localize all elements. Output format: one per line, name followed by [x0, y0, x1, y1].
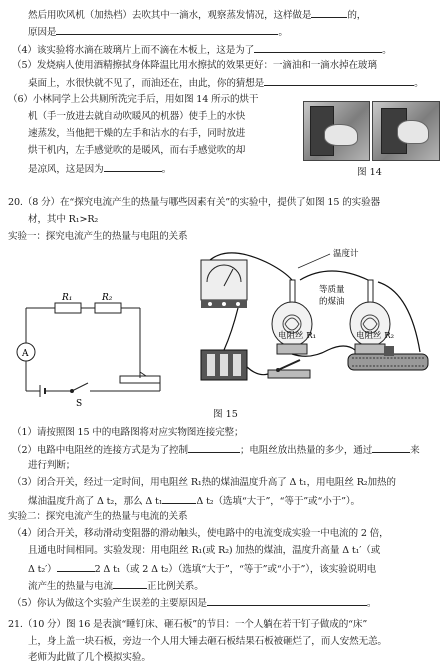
answer-blank[interactable]: [188, 443, 240, 453]
dryer-photo-left: [303, 101, 370, 161]
label-thermometer: 温度计: [333, 249, 359, 259]
battery-box: [201, 350, 247, 380]
sub-q4-cont-2: Δ t₂′） 2 Δ t₁（或 2 Δ t₂）（选填“大于”，“等于”或“小于”），该实验说明电: [28, 564, 377, 575]
label-r2: R₂: [102, 293, 113, 303]
label-oil-line-1: 等质量: [319, 285, 345, 295]
figure-15-caption: 图 15: [213, 409, 238, 420]
line-5: 桌面上，水很快就不见了，而油还在，由此，你的猜想是 。: [28, 78, 424, 89]
circuit-diagram: [17, 303, 160, 397]
q20-line-1: 20.（8 分）在“探究电流产生的热量与哪些因素有关”的实验中，提供了如图 15 的实验器: [8, 197, 380, 208]
sub-q4-cont-1: 且通电时间相同。实验发现：用电阻丝 R₁(或 R₂) 加热的煤油，温度升高量 Δ t₁′（或: [28, 545, 381, 556]
label-r1: R₁: [62, 293, 73, 303]
q21-line-2: 上，身上盖一块石板，旁边一个人用大锤去砸石板结果石板被砸烂了，而人安然无恙。: [28, 636, 387, 647]
q21-line-1: 21.（10 分）图 16 是表演“睡钉床、砸石板”的节目：一个人躺在若干钉子做成的“床”: [8, 619, 368, 630]
ammeter-device: [201, 260, 247, 308]
resistor-r2-symbol: [95, 303, 121, 313]
answer-blank[interactable]: [372, 443, 410, 453]
resistor-r1-symbol: [55, 303, 81, 313]
sub-q1: （1）请按照图 15 中的电路图将对应实物图连接完整；: [12, 427, 244, 438]
line-4: （5）发烧病人使用酒精擦拭身体降温比用水擦拭的效果更好：一滴油和一滴水掉在玻璃: [12, 60, 377, 71]
answer-blank[interactable]: [57, 562, 95, 572]
q6-line-5: 是凉风，这是因为 。: [28, 164, 172, 175]
dryer-photo-right: [372, 101, 440, 161]
answer-blank[interactable]: [264, 76, 414, 86]
q6-line-1: （6）小林同学上公共厕所洗完手后，用如图 14 所示的烘干: [8, 94, 259, 105]
line-1: 然后用吹风机（加热档）去吹其中一滴水，观察蒸发情况，这样做是 的，: [28, 10, 367, 21]
label-ammeter: A: [22, 349, 29, 359]
q6-line-4: 烘干机内，左手感觉吹的是暖风，而右手感觉吹的却: [28, 145, 246, 156]
sub-q3: （3）闭合开关，经过一定时间，用电阻丝 R₁热的煤油温度升高了 Δ t₁，用电阻丝 R₂加热的: [12, 477, 396, 488]
q6-line-3: 速蒸发，当他把干燥的左手和沾水的右手，同时放进: [28, 128, 246, 139]
answer-blank[interactable]: [104, 162, 162, 172]
experiment-1-title: 实验一：探究电流产生的热量与电阻的关系: [8, 231, 188, 242]
answer-blank[interactable]: [56, 25, 278, 35]
sub-q2: （2）电路中电阻丝的连接方式是为了控制 ；电阻丝放出热量的多少，通过 来: [12, 445, 420, 456]
line-3: （4）该实验将水滴在玻璃片上而不滴在木板上，这是为了 。: [12, 45, 392, 56]
sub-q4: （4）闭合开关，移动滑动变阻器的滑动触头，使电路中的电流变成实验一中电流的 2 倍，: [12, 528, 389, 539]
figure-14-caption: 图 14: [357, 167, 382, 178]
answer-blank[interactable]: [162, 494, 196, 504]
answer-blank[interactable]: [207, 596, 367, 606]
q6-line-2: 机（手一放进去就自动吹暖风的机器）使手上的水快: [28, 111, 246, 122]
sub-q5: （5）你认为做这个实验产生误差的主要原因是 。: [12, 598, 377, 609]
label-switch: S: [76, 399, 83, 409]
label-oil-line-2: 的煤油: [319, 297, 345, 307]
label-resistor-r1: 电阻丝 R₁: [278, 331, 317, 341]
answer-blank[interactable]: [311, 8, 347, 18]
answer-blank[interactable]: [113, 579, 147, 589]
switch-device: [268, 360, 310, 378]
sub-q4-cont-3: 流产生的热量与电流 正比例关系。: [28, 581, 204, 592]
q21-line-3: 老师为此做了几个模拟实验。: [28, 652, 151, 663]
sub-q2-cont: 进行判断；: [28, 460, 76, 471]
flask-r2: [350, 280, 390, 354]
flask-r1: [272, 280, 312, 354]
label-resistor-r2: 电阻丝 R₂: [356, 331, 395, 341]
answer-blank[interactable]: [254, 43, 382, 53]
q20-line-2: 材，其中 R₁>R₂: [28, 214, 99, 225]
line-2: 原因是 。: [28, 27, 288, 38]
sub-q3-cont: 煤油温度升高了 Δ t₂，那么 Δ t₁ Δ t₂（选填“大于”，“等于”或“小于”）。: [28, 496, 360, 507]
experiment-2-title: 实验二：探究电流产生的热量与电流的关系: [8, 511, 188, 522]
figure-15: [0, 242, 447, 414]
